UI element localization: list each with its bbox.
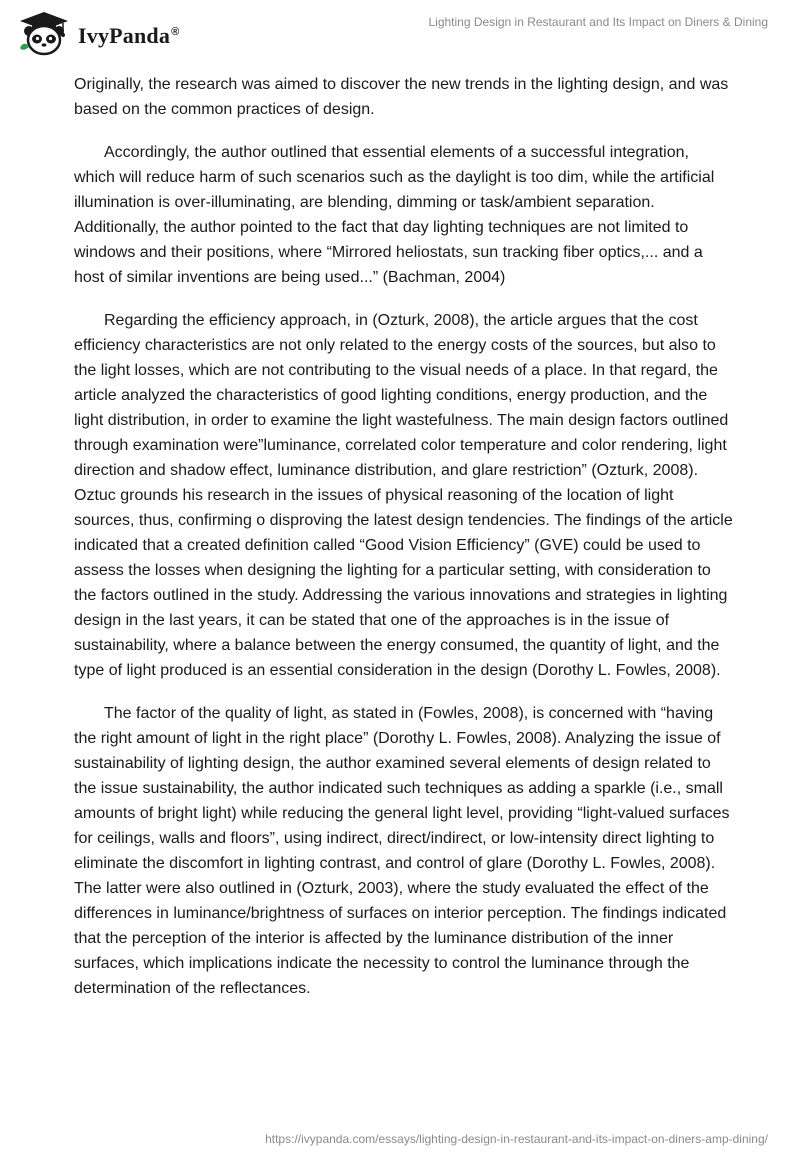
paragraph-1: Originally, the research was aimed to discover the new trends in the lighting design, and was based on the common practices of design. bbox=[74, 76, 729, 118]
page-header bbox=[0, 0, 800, 64]
registered-mark: ® bbox=[171, 25, 180, 38]
brand-name: IvyPanda® bbox=[78, 23, 180, 48]
panda-graduate-icon bbox=[16, 10, 72, 58]
paragraph-4: The factor of the quality of light, as stated in (Fowles, 2008), is concerned with “having the right amount of light in the right place” (Dorothy L. Fowles, 2008). Analyzing the issue of sustainability of lighting design, the author examined several elements of design related to the issue sustainability, the author indicated such techniques as adding a sparkle (i.e., small amounts of bright light) while reducing the general light level, providing “light-valued surfaces for ceilings, walls and floors”, using indirect, direct/indirect, or low-intensity direct lighting to eliminate the discomfort in lighting contrast, and control of glare (Dorothy L. Fowles, 2008). The latter were also outlined in (Ozturk, 2003), where the study evaluated the effect of the differences in luminance/brightness of surfaces on interior perception. The findings indicated that the perception of the interior is affected by the luminance distribution of the inner surfaces, which implications indicate the necessity to control the luminance through the determination of the reflectances. bbox=[74, 705, 730, 997]
ivypanda-logo[interactable] bbox=[16, 10, 179, 58]
essay-body bbox=[74, 72, 734, 1019]
paragraph-2: Accordingly, the author outlined that essential elements of a successful integration, which will reduce harm of such scenarios such as the daylight is too dim, while the artificial illumination is over-illuminating, are blending, dimming or task/ambient separation. Additionally, the author pointed to the fact that day lighting techniques are not limited to windows and their positions, where “Mirrored heliostats, sun tracking fiber optics,... and a host of similar inventions are being used...” (Bachman, 2004) bbox=[74, 144, 715, 286]
document-title: Lighting Design in Restaurant and Its Impact on Diners & Dining bbox=[428, 15, 768, 29]
source-url[interactable]: https://ivypanda.com/essays/lighting-design-in-restaurant-and-its-impact-on-diners-amp-dining/ bbox=[265, 1132, 768, 1146]
paragraph-3: Regarding the efficiency approach, in (Ozturk, 2008), the article argues that the cost efficiency characteristics are not only related to the energy costs of the sources, but also to the light losses, which are not contributing to the visual needs of a place. In that regard, the article analyzed the characteristics of good lighting conditions, energy production, and the light distribution, in order to examine the light wastefulness. The main design factors outlined through examination were”luminance, correlated color temperature and color rendering, light direction and shadow effect, luminance distribution, and glare restriction” (Ozturk, 2008). Oztuc grounds his research in the issues of physical reasoning of the location of light sources, thus, confirming o disproving the latest design tendencies. The findings of the article indicated that a created definition called “Good Vision Efficiency” (GVE) could be used to assess the losses when designing the lighting for a particular setting, with consideration to the factors outlined in the study. Addressing the various innovations and strategies in lighting design in the last years, it can be stated that one of the approaches is in the issue of sustainability, where a balance between the energy consumed, the quantity of light, and the type of light produced is an essential consideration in the design (Dorothy L. Fowles, 2008). bbox=[74, 312, 733, 679]
